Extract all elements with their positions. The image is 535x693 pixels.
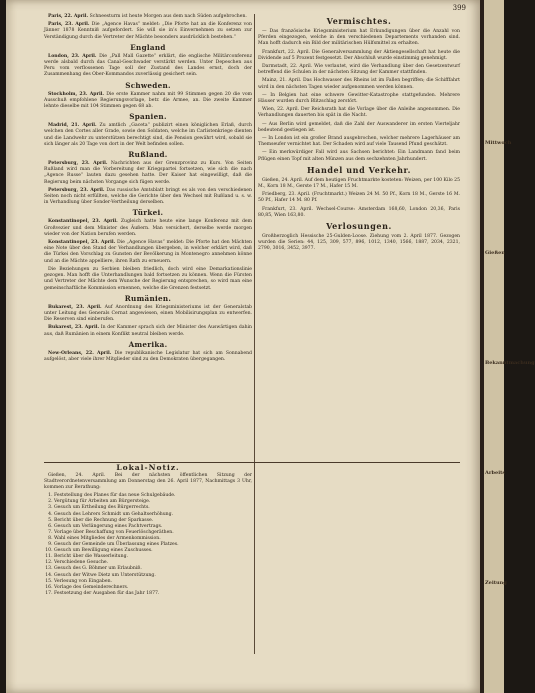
news-paragraph xyxy=(44,14,252,20)
news-paragraph xyxy=(44,22,252,41)
agenda-item: 5. Bericht über die Rechnung der Sparkasse. xyxy=(54,518,252,524)
vermischtes-paragraph: — Das französische Kriegsministerium hat Erkundigungen über die Anzahl von Pferden eingezogen, welche in den verschiedenen Departements vorhanden sind. Man hofft dadurch ein Bild der militärischen Hülfsmittel zu erhalten. xyxy=(258,29,460,47)
news-paragraph xyxy=(44,240,252,265)
agenda-item: 16. Vorlage des Gemeinderechners. xyxy=(54,585,252,591)
agenda-item: 13. Gesuch des G. Böhmer um Erlaubniß. xyxy=(54,566,252,572)
news-paragraph xyxy=(44,123,252,148)
paragraph-text: Die „Pall Mall Gazette“ erklärt, die englische Militärconferenz werde alsbald durch das Canal-Geschwader verstärkt werden. Unter Depeschen aus Peru vom verflossenen Tage soll der Zustand des Landes ernst, doch der Zusammenhang des Ober-Kommandos zuverlässig gesichert sein. xyxy=(44,53,253,78)
agenda-item: 2. Vergütung für Arbeiten am Bürgersteige. xyxy=(54,499,252,505)
paragraph-text: Die „Agence Havas“ meldet: „Die Pforte hat an die Konferenz von Jänner 1878 Kenntniß aufgefordert. Sie will sie in’s Einvernehmen zu setzen zur Verständigung durch die Vertreter der Mächte besonders ausdrücklich bestehen.“ xyxy=(44,22,252,40)
section-heading: Schweden. xyxy=(125,80,171,90)
dateline: Bukarest, 23. April. xyxy=(48,325,100,331)
agenda-item: 7. Vorlage über Beschaffung von Feuerlöschgeräthen. xyxy=(54,530,252,536)
agenda-item: 15. Verlesung von Eingaben. xyxy=(54,579,252,585)
handel-paragraph: Gießen, 24. April. Auf dem heutigen Fruchtmarkte kosteten: Weizen, per 100 Kilo 25 M., Korn 18 M., Gerste 17 M., Hafer 15 M. xyxy=(258,177,460,190)
agenda-item: 6. Gesuch um Verlängerung eines Pachtvertrags. xyxy=(54,524,252,530)
verlosungen-text xyxy=(258,234,460,253)
adjacent-page-strip xyxy=(484,0,535,693)
news-paragraph xyxy=(44,92,252,111)
section-heading: Amerika. xyxy=(128,339,168,349)
lokal-intro: Gießen, 24. April. Bei der nächsten öffentlichen Sitzung der Stadtverordnetenversammlung am Donnerstag den 26. April 1877, Nachmittags 3 Uhr, kommen zur Berathung: xyxy=(44,473,252,491)
agenda-item: 4. Gesuch des Lehrers Schmidt um Gehaltserhöhung. xyxy=(54,512,252,518)
right-column xyxy=(258,14,460,255)
agenda-item: 10. Gesuch um Bewilligung eines Zuschusses. xyxy=(54,548,252,554)
dateline: London, 23. April. xyxy=(48,53,97,59)
paragraph-text: Zu amtlich „Gaceta“ publizirt einen königlichen Erlaß, durch welchen den Cortes aller Grade, sowie den Soldaten, welche im Carlistenkriege dienten und die Landwehr zu unterstützen berechtigt sind, die Pension gewährt wird, sobald sie sich länger als 20 Tage von dort in der Welt befinden sollen. xyxy=(44,123,252,147)
dateline: New-Orleans, 22. April. xyxy=(48,350,112,356)
dateline: Madrid, 21. April. xyxy=(48,123,97,129)
vermischtes-text xyxy=(258,29,460,163)
strip-word: Gießen xyxy=(485,250,505,256)
handel-paragraph: Friedberg, 23. April. (Fruchtmarkt.) Weizen 24 M. 50 Pf., Korn 18 M., Gerste 16 M. 50 Pf., Hafer 14 M. 80 Pf. xyxy=(258,192,460,204)
dateline: Konstantinopel, 23. April. xyxy=(48,240,116,246)
agenda-item: 1. Feststellung des Planes für das neue Schulgebäude. xyxy=(54,493,252,499)
agenda-item: 3. Gesuch um Ertheilung des Bürgerrechts. xyxy=(54,505,252,511)
section-heading: Rußland. xyxy=(128,150,168,160)
handel-paragraph: Frankfurt, 23. April. Wechsel-Course: Amsterdam 168,60, London 20,36, Paris 80,85, Wien 163,80. xyxy=(258,206,460,218)
dateline: Bukarest, 23. April. xyxy=(48,304,102,310)
section-heading: Spanien. xyxy=(129,112,167,122)
section-heading: England xyxy=(130,42,166,52)
vermischtes-paragraph: Wien, 22. April. Der Reichsrath hat die Vorlage über die Anleihe angenommen. Die Verhandlungen dauerten bis spät in die Nacht. xyxy=(258,107,460,119)
news-paragraph xyxy=(44,305,252,324)
dateline: Petersburg, 23. April. xyxy=(48,187,105,193)
agenda-item: 9. Gesuch der Gemeinde um Überlassung eines Platzes. xyxy=(54,542,252,548)
agenda-item: 17. Festsetzung der Ausgaben für das Jahr 1877. xyxy=(54,591,252,597)
strip-word: Arbeits xyxy=(485,470,506,476)
dateline: Petersburg, 23. April. xyxy=(48,161,108,167)
news-paragraph xyxy=(44,54,252,79)
strip-word: Bekanntmachung xyxy=(485,360,535,366)
lokal-title: Lokal-Notiz. xyxy=(116,463,180,472)
agenda-item: 11. Bericht über die Wasserleitung. xyxy=(54,554,252,560)
handel-text xyxy=(258,178,460,219)
paragraph-text: Die erste Kammer nahm mit 99 Stimmen gegen 20 die vom Ausschuß empfohlene Regierungsvorlage, betr. die Armee, an. Die zweite Kammer lehnte dieselbe mit 104 Stimmen gegen 68 ab. xyxy=(44,91,252,110)
page-number: 399 xyxy=(452,4,466,12)
vermischtes-paragraph: Frankfurt, 22. April. Die Generalversammlung der Aktiengesellschaft hat heute die Dividende auf 5 Prozent festgesetzt. Der Abschluß wurde einstimmig genehmigt. xyxy=(258,49,460,61)
column-divider xyxy=(254,14,255,654)
news-paragraph xyxy=(44,219,252,238)
paragraph-text: Zugleich hatte heute eine lange Konferenz mit dem Großvezier und dem Minister des Äußern. Man versichert, derselbe werde morgen wieder von der Nation berufen werden. xyxy=(44,219,253,237)
paragraph-text: Schneesturm ist heute Morgen aus dem nach Süden aufgebrochen. xyxy=(89,14,247,19)
paragraph-text: Das russische Amtsblatt bringt es als von den verschiedenen Seiten noch nicht erfüllten, welche die Gerichte über den Wechsel mit Rußland u. s. w. in Verhandlung über Sonder-Vertheilung derselben. xyxy=(44,187,252,206)
news-paragraph xyxy=(44,188,252,207)
paragraph-text: Die Beziehungen zu Serbien bleiben friedlich, doch wird eine Demarkationslinie gezogen. Man hofft die Unterhandlungen bald fortsetzen zu können. Wenn die Fürsten und Vertreter der Mächte dem Wunsche der Regierung entsprechen, so wird man eine gemeinschaftliche Kommission ernennen, welche die Grenzen festsetzt. xyxy=(44,266,252,291)
dateline: Stockholm, 23. April. xyxy=(48,91,105,97)
vermischtes-paragraph: — In London ist ein großer Brand ausgebrochen, welcher mehrere Lagerhäuser am Themseufer vernichtet hat. Der Schaden wird auf viele Tausend Pfund geschätzt. xyxy=(258,136,460,148)
section-heading: Türkei. xyxy=(132,208,164,218)
lokal-agenda-list xyxy=(44,493,252,597)
paragraph-text: Die republikanische Legislatur hat sich am Sonnabend aufgelöst, aber viele ihrer Mitglieder sind zu den Demokraten übergegangen. xyxy=(44,350,252,362)
vermischtes-paragraph: Darmstadt, 22. April. Wie verlautet, wird die Verhandlung über den Gesetzentwurf betreffend die Schulen in der nächsten Sitzung der Kammer stattfinden. xyxy=(258,64,460,76)
paragraph-text: Die „Agence Havas“ meldet: Die Pforte hat den Mächten eine Note über den Stand der Verhandlungen übergeben, in welcher erklärt wird, daß die Türkei den Vorschlag zu Gunsten der Bevölkerung in Montenegro annehmen könne und an die Mächte appelliere, ihren Rath zu erneuern. xyxy=(44,240,253,264)
news-paragraph xyxy=(44,161,252,186)
left-column xyxy=(44,14,252,365)
vermischtes-paragraph: Mainz, 21. April. Das Hochwasser des Rheins ist im Fallen begriffen; die Schifffahrt wird in den nächsten Tagen wieder aufgenommen werden können. xyxy=(258,78,460,90)
dateline: Paris, 23. April. xyxy=(48,22,90,28)
paragraph-text: In der Kammer sprach sich der Minister des Auswärtigen dahin aus, daß Rumänien in einem Konflikt neutral bleiben werde. xyxy=(44,325,253,337)
verlosungen-paragraph: Großherzoglich Hessische 25-Gulden-Loose. Ziehung vom 2. April 1877. Gezogen wurden die Serien: 44, 125, 309, 577, 896, 1012, 1340, 1566, 1887, 2034, 2321, 2790, 3016, 3452, 3977. xyxy=(258,234,460,252)
agenda-item: 8. Wahl eines Mitgliedes der Armenkommission. xyxy=(54,536,252,542)
vermischtes-paragraph: — In Belgien hat eine schwere Gewitter-Katastrophe stattgefunden. Mehrere Häuser wurden durch Blitzschlag zerstört. xyxy=(258,92,460,105)
handel-heading: Handel und Verkehr. xyxy=(307,164,411,175)
dateline: Paris, 22. April. xyxy=(48,14,89,19)
verlosungen-heading: Verlosungen. xyxy=(326,221,392,232)
vermischtes-heading: Vermischtes. xyxy=(326,16,392,26)
news-paragraph xyxy=(44,325,252,337)
dateline: Konstantinopel, 23. April. xyxy=(48,219,118,225)
newspaper-page xyxy=(6,0,484,693)
agenda-item: 14. Gesuch der Witwe Dietz um Unterstützung. xyxy=(54,573,252,579)
lokal-notiz xyxy=(44,463,252,597)
strip-word: Zeitung xyxy=(485,580,507,586)
news-paragraph xyxy=(44,267,252,292)
news-paragraph xyxy=(44,351,252,363)
vermischtes-paragraph: — Aus Berlin wird gemeldet, daß die Zahl der Auswanderer im ersten Vierteljahr bedeutend gestiegen ist. xyxy=(258,121,460,133)
section-heading: Rumänien. xyxy=(124,293,172,303)
paragraph-text: Nachrichten aus der Grenzprovinz zu Kurs. Von Seiten Rußland wird man die Vorbereitung der Kriegspartei fortsetzen, wie sich die nach „Agence Russe“ lauten dazu gesehen hatte. Der Kaiser hat eingewilligt, daß die Regierung beim nächsten Vorgange sich fügen werde. xyxy=(44,161,252,185)
strip-word: Mittwoch xyxy=(485,140,512,146)
paragraph-text: Auf Anordnung des Kriegsministeriums ist der Generalstab unter Leitung des Generals Cernat angewiesen, einen Mobilisirungsplan zu entwerfen. Die Reserven sind einberufen. xyxy=(44,304,252,323)
vermischtes-paragraph: — Ein merkwürdiger Fall wird aus Sachsen berichtet: Ein Landmann fand beim Pflügen einen Topf mit alten Münzen aus dem sechzehnten Jahrhundert. xyxy=(258,150,460,162)
agenda-item: 12. Verschiedene Gesuche. xyxy=(54,560,252,566)
